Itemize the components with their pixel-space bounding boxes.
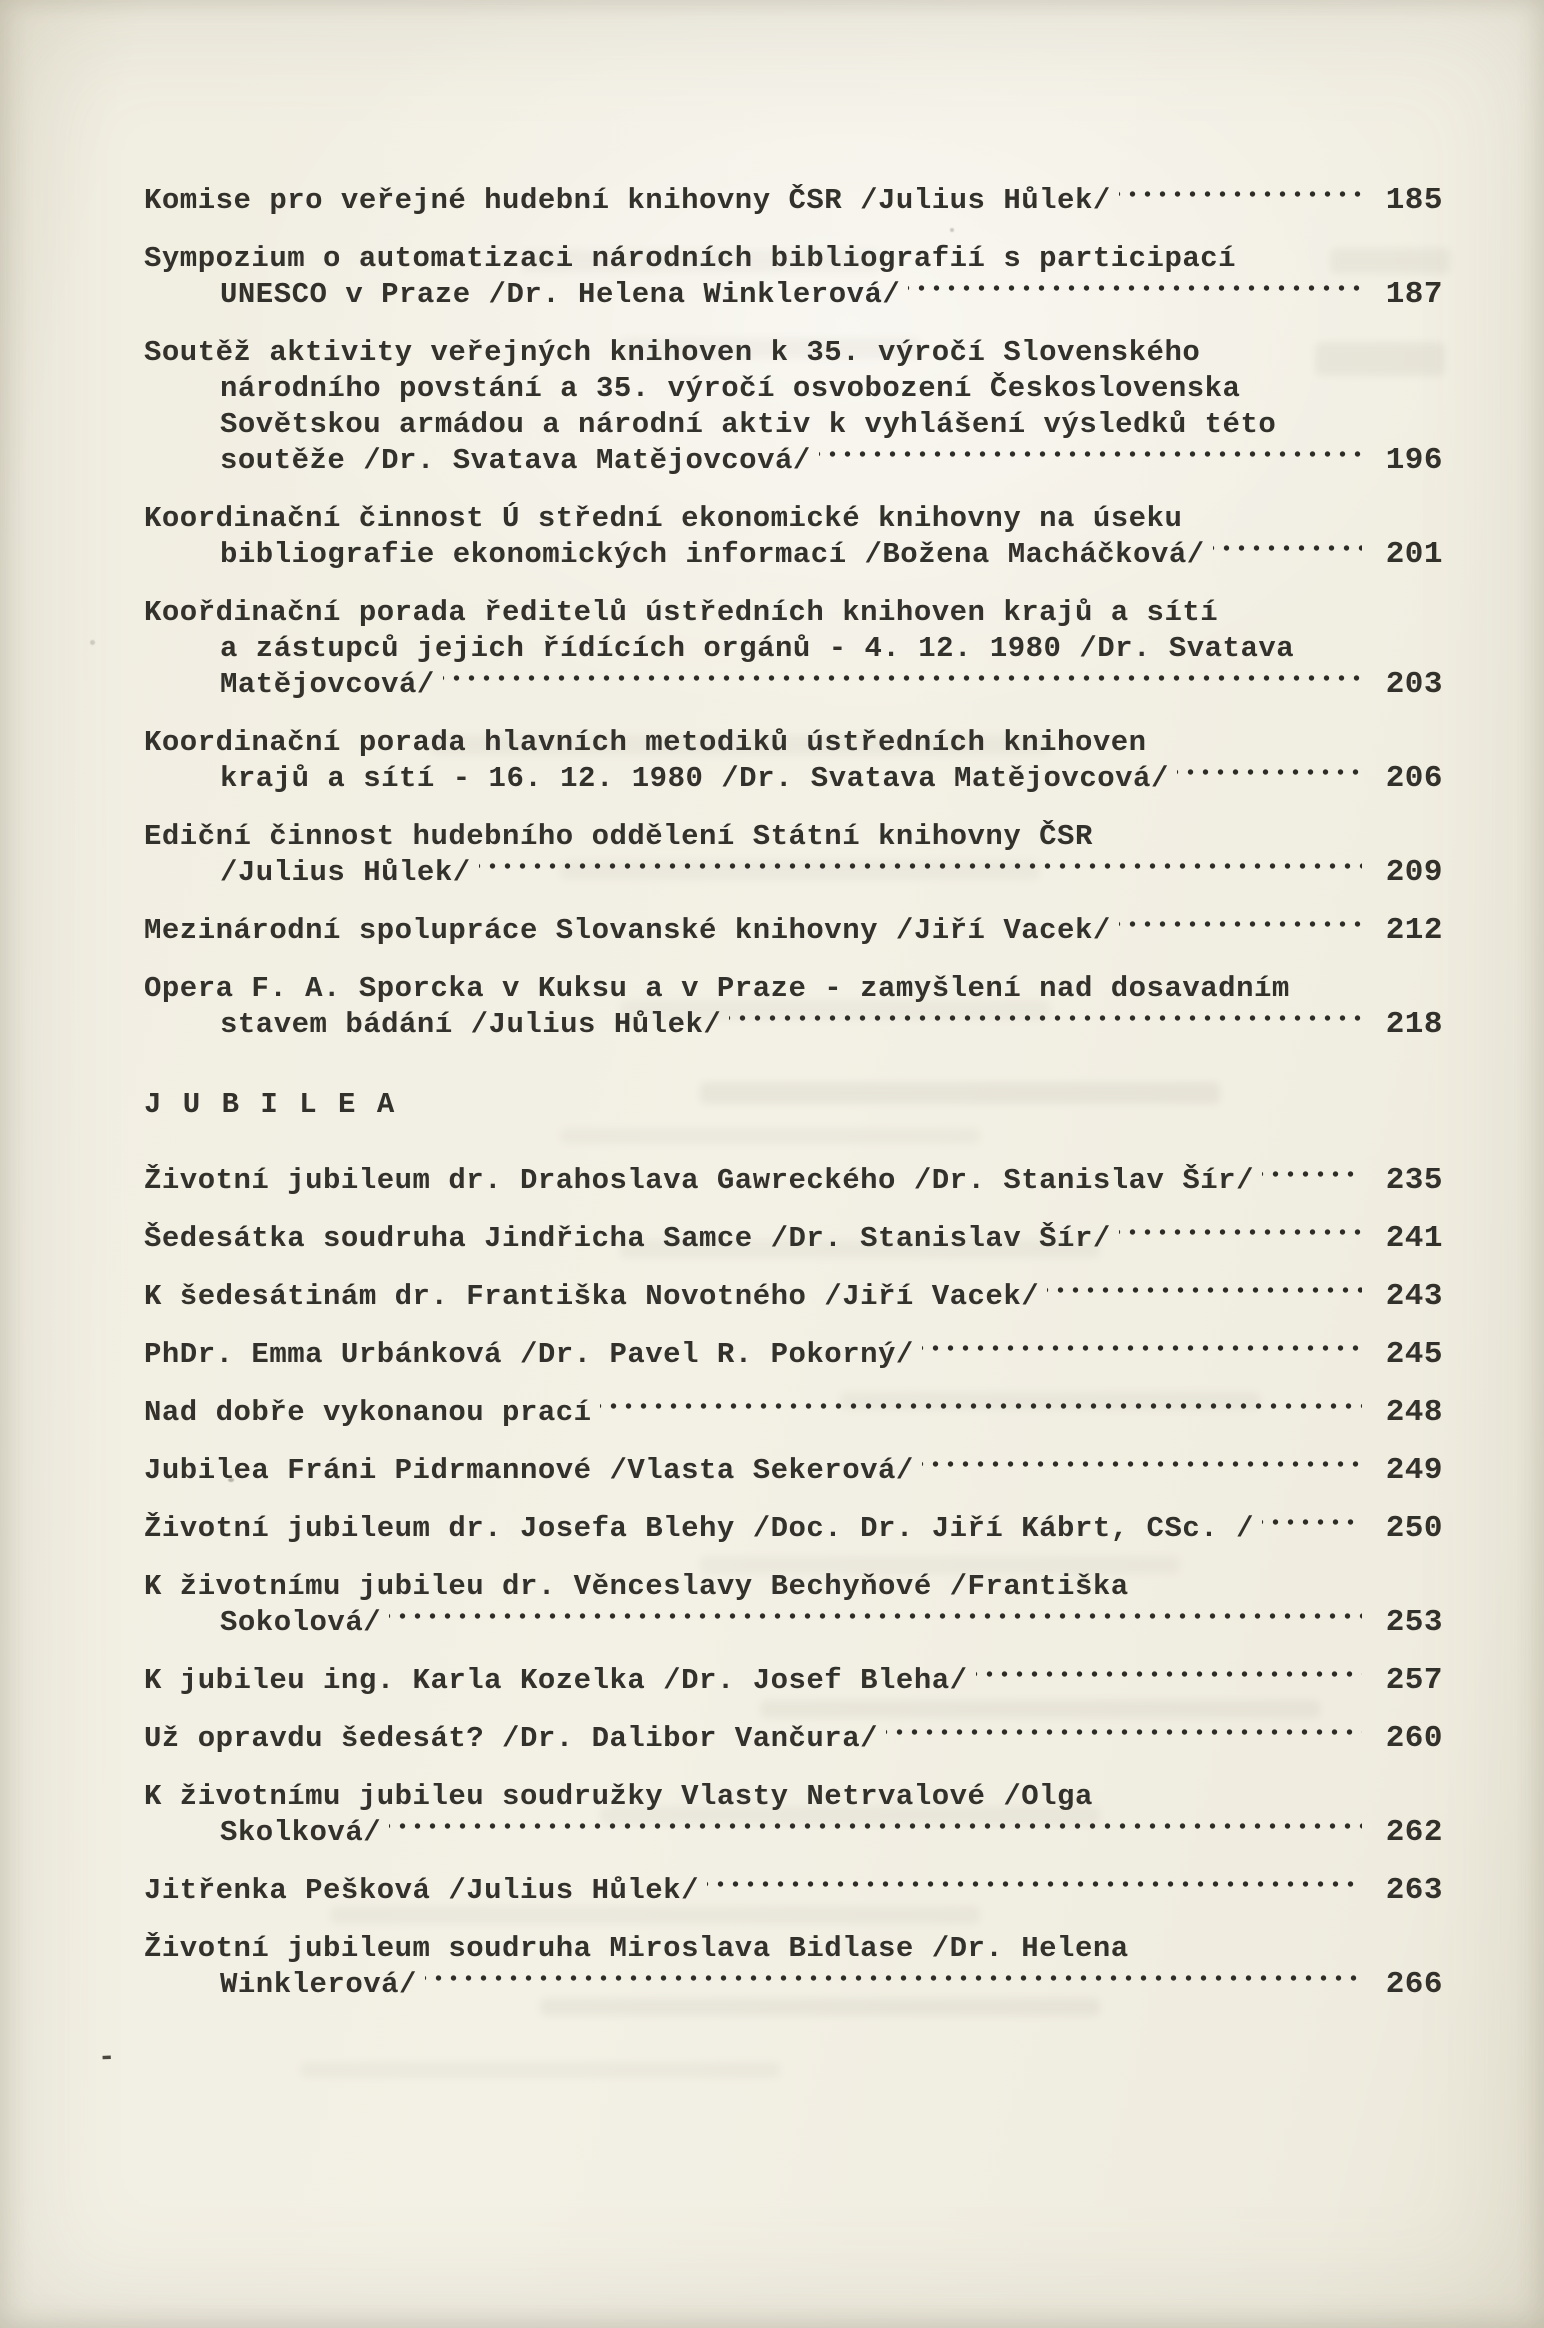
toc-entry xyxy=(144,183,1443,219)
entry-title-text: Nad dobře vykonanou prací xyxy=(144,1396,592,1429)
dot-leader xyxy=(922,1337,1362,1373)
table-of-contents xyxy=(144,183,1443,2025)
entry-title-text: Winklerová/ xyxy=(220,1968,417,2001)
toc-entry xyxy=(144,725,1443,797)
entry-title-text: stavem bádání /Julius Hůlek/ xyxy=(220,1008,722,1041)
page-number: 209 xyxy=(1385,855,1443,890)
toc-entry xyxy=(144,1569,1443,1641)
dot-leader xyxy=(479,855,1362,891)
toc-entry-last-line xyxy=(144,1453,1443,1489)
toc-entry xyxy=(144,1279,1443,1315)
entry-title-text: K šedesátinám dr. Františka Novotného /Jiří Vacek/ xyxy=(144,1280,1040,1313)
page-number: 218 xyxy=(1385,1007,1443,1042)
dot-leader xyxy=(1119,1221,1362,1257)
toc-entry-last-line xyxy=(144,1605,1443,1641)
page-number: 212 xyxy=(1385,913,1443,948)
entry-title-text: Sokolová/ xyxy=(220,1606,382,1639)
toc-entry-line: K životnímu jubileu soudružky Vlasty Netrvalové /Olga xyxy=(144,1780,1093,1813)
toc-entry xyxy=(144,1721,1443,1757)
entry-title-text: Šedesátka soudruha Jindřicha Samce /Dr. Stanislav Šír/ xyxy=(144,1222,1111,1255)
toc-entry-last-line xyxy=(144,1221,1443,1257)
toc-entry-last-line xyxy=(144,277,1443,313)
dot-leader xyxy=(1119,913,1362,949)
toc-entry xyxy=(144,1931,1443,2003)
page-number: 263 xyxy=(1385,1873,1443,1908)
toc-entry xyxy=(144,1163,1443,1199)
page-number: 249 xyxy=(1385,1453,1443,1488)
entry-title-text: K jubileu ing. Karla Kozelka /Dr. Josef Bleha/ xyxy=(144,1664,968,1697)
toc-entry-last-line xyxy=(144,1815,1443,1851)
dot-leader xyxy=(443,667,1362,703)
page-number: 245 xyxy=(1385,1337,1443,1372)
page-number: 203 xyxy=(1385,667,1443,702)
toc-entry xyxy=(144,819,1443,891)
entry-title-text: Jubilea Fráni Pidrmannové /Vlasta Sekerová/ xyxy=(144,1454,914,1487)
toc-entry xyxy=(144,501,1443,573)
page-number: 243 xyxy=(1385,1279,1443,1314)
entry-title-text: krajů a sítí - 16. 12. 1980 /Dr. Svatava Matějovcová/ xyxy=(220,762,1169,795)
page-number: 235 xyxy=(1385,1163,1443,1198)
dot-leader xyxy=(819,443,1362,479)
toc-entry-last-line xyxy=(144,443,1443,479)
page-number: 206 xyxy=(1385,761,1443,796)
dot-leader xyxy=(886,1721,1362,1757)
dot-leader xyxy=(922,1453,1362,1489)
page-number: 262 xyxy=(1385,1815,1443,1850)
toc-entry-last-line xyxy=(144,667,1443,703)
dot-leader xyxy=(976,1663,1362,1699)
dot-leader xyxy=(1262,1511,1362,1547)
page-number: 248 xyxy=(1385,1395,1443,1430)
page-number: 260 xyxy=(1385,1721,1443,1756)
section-header: J U B I L E A xyxy=(144,1088,397,1121)
toc-entry-line: Životní jubileum soudruha Miroslava Bidlase /Dr. Helena xyxy=(144,1932,1129,1965)
entry-title-text: Životní jubileum dr. Josefa Blehy /Doc. Dr. Jiří Kábrt, CSc. / xyxy=(144,1512,1254,1545)
toc-entry-last-line xyxy=(144,1873,1443,1909)
toc-entry xyxy=(144,1511,1443,1547)
entry-title-text: Životní jubileum dr. Drahoslava Gawreckého /Dr. Stanislav Šír/ xyxy=(144,1164,1254,1197)
dot-leader xyxy=(600,1395,1362,1431)
toc-entry-line: a zástupců jejich řídících orgánů - 4. 12. 1980 /Dr. Svatava xyxy=(220,632,1295,665)
toc-entry xyxy=(144,971,1443,1043)
toc-entry xyxy=(144,1453,1443,1489)
toc-entry xyxy=(144,913,1443,949)
toc-entry xyxy=(144,241,1443,313)
toc-entry-line: Sovětskou armádou a národní aktiv k vyhlášení výsledků této xyxy=(220,408,1277,441)
toc-entry-last-line xyxy=(144,913,1443,949)
entry-title-text: bibliografie ekonomických informací /Božena Macháčková/ xyxy=(220,538,1205,571)
entry-title-text: soutěže /Dr. Svatava Matějovcová/ xyxy=(220,444,811,477)
toc-entry xyxy=(144,1337,1443,1373)
toc-entry-last-line xyxy=(144,1007,1443,1043)
toc-entry-last-line xyxy=(144,1279,1443,1315)
toc-entry-last-line xyxy=(144,1663,1443,1699)
entry-title-text: Skolková/ xyxy=(220,1816,382,1849)
toc-entry-last-line xyxy=(144,1163,1443,1199)
dot-leader xyxy=(425,1967,1362,2003)
entry-title-text: Matějovcová/ xyxy=(220,668,435,701)
dot-leader xyxy=(1262,1163,1362,1199)
entry-title-text: UNESCO v Praze /Dr. Helena Winklerová/ xyxy=(220,278,901,311)
page-number: 241 xyxy=(1385,1221,1443,1256)
dot-leader xyxy=(1213,537,1362,573)
toc-entry xyxy=(144,1663,1443,1699)
toc-entry-last-line xyxy=(144,855,1443,891)
toc-entry-last-line xyxy=(144,537,1443,573)
toc-entry-line: Koordinační činnost Ú střední ekonomické knihovny na úseku xyxy=(144,502,1183,535)
toc-entry-last-line xyxy=(144,183,1443,219)
toc-entry-line: Ediční činnost hudebního oddělení Státní knihovny ČSR xyxy=(144,820,1093,853)
toc-entry-line: národního povstání a 35. výročí osvobození Československa xyxy=(220,372,1241,405)
entry-title-text: Mezinárodní spolupráce Slovanské knihovny /Jiří Vacek/ xyxy=(144,914,1111,947)
toc-entry-line: Opera F. A. Sporcka v Kuksu a v Praze - zamyšlení nad dosavadním xyxy=(144,972,1290,1005)
toc-entry-last-line xyxy=(144,1967,1443,2003)
toc-section xyxy=(144,1087,1443,2003)
page-number: 250 xyxy=(1385,1511,1443,1546)
toc-entry-line: Soutěž aktivity veřejných knihoven k 35. výročí Slovenského xyxy=(144,336,1201,369)
dot-leader xyxy=(1177,761,1362,797)
dot-leader xyxy=(707,1873,1362,1909)
toc-entry xyxy=(144,1221,1443,1257)
paper-speck xyxy=(90,640,95,645)
dot-leader xyxy=(1047,1279,1362,1315)
page-number: 257 xyxy=(1385,1663,1443,1698)
dot-leader xyxy=(729,1007,1361,1043)
toc-entry xyxy=(144,595,1443,703)
toc-entry-last-line xyxy=(144,761,1443,797)
page-number: 253 xyxy=(1385,1605,1443,1640)
entry-title-text: Komise pro veřejné hudební knihovny ČSR /Julius Hůlek/ xyxy=(144,184,1111,217)
toc-entry-line: Koořdinační porada ředitelů ústředních knihoven krajů a sítí xyxy=(144,596,1219,629)
page-number: 187 xyxy=(1385,277,1443,312)
toc-entry-last-line xyxy=(144,1337,1443,1373)
dot-leader xyxy=(389,1605,1362,1641)
toc-entry xyxy=(144,335,1443,479)
pencil-mark: - xyxy=(97,2040,116,2075)
toc-entry-last-line xyxy=(144,1721,1443,1757)
dot-leader xyxy=(389,1815,1362,1851)
entry-title-text: PhDr. Emma Urbánková /Dr. Pavel R. Pokorný/ xyxy=(144,1338,914,1371)
ghost-smudge xyxy=(300,2062,780,2078)
toc-entry xyxy=(144,1873,1443,1909)
toc-entry-line: K životnímu jubileu dr. Věnceslavy Bechyňové /Františka xyxy=(144,1570,1129,1603)
toc-entry xyxy=(144,1779,1443,1851)
entry-title-text: Jitřenka Pešková /Julius Hůlek/ xyxy=(144,1874,699,1907)
toc-entry-line: Sympozium o automatizaci národních bibliografií s participací xyxy=(144,242,1237,275)
entry-title-text: /Julius Hůlek/ xyxy=(220,856,471,889)
page-number: 201 xyxy=(1385,537,1443,572)
toc-section xyxy=(144,183,1443,1043)
dot-leader xyxy=(1119,183,1362,219)
page-number: 185 xyxy=(1385,183,1443,218)
toc-entry-last-line xyxy=(144,1511,1443,1547)
dot-leader xyxy=(908,277,1361,313)
toc-entry xyxy=(144,1395,1443,1431)
toc-entry-last-line xyxy=(144,1395,1443,1431)
page-number: 196 xyxy=(1385,443,1443,478)
toc-entry-line: Koordinační porada hlavních metodiků ústředních knihoven xyxy=(144,726,1147,759)
page-number: 266 xyxy=(1385,1967,1443,2002)
entry-title-text: Už opravdu šedesát? /Dr. Dalibor Vančura/ xyxy=(144,1722,879,1755)
